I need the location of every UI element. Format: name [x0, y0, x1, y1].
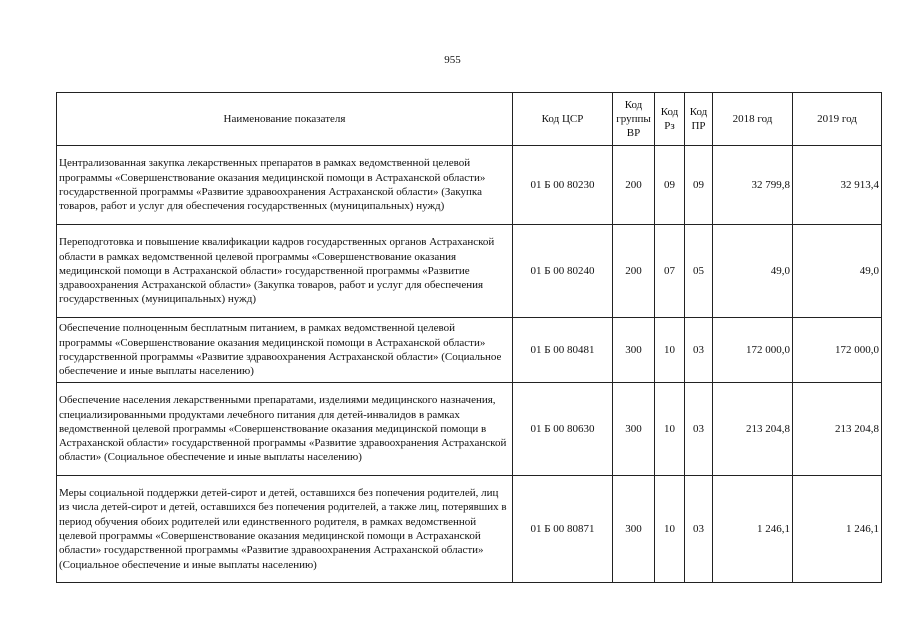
- amount-2018: 213 204,8: [713, 383, 793, 476]
- table-row: [57, 146, 882, 225]
- page-number: 955: [444, 54, 461, 66]
- csr-code: 01 Б 00 80871: [513, 476, 613, 583]
- table-row: [57, 383, 882, 476]
- header-name: Наименование показателя: [57, 93, 513, 146]
- header-row: [57, 93, 882, 146]
- amount-2018: 172 000,0: [713, 318, 793, 383]
- csr-code: 01 Б 00 80630: [513, 383, 613, 476]
- header-csr: Код ЦСР: [513, 93, 613, 146]
- header-pr: Код ПР: [685, 93, 713, 146]
- rz-code: 09: [655, 146, 685, 225]
- rz-code: 10: [655, 476, 685, 583]
- table-row: [57, 476, 882, 583]
- amount-2018: 49,0: [713, 225, 793, 318]
- amount-2019: 32 913,4: [793, 146, 882, 225]
- csr-code: 01 Б 00 80481: [513, 318, 613, 383]
- indicator-name: Централизованная закупка лекарственных препаратов в рамках ведомственной целевой программы «Совершенствование оказания медицинской помощи в Астраханской области» государственной программы «Развитие здравоохранения Астраханской области» (Закупка товаров, работ и услуг для обеспечения государственных (муниципальных) нужд): [57, 146, 513, 225]
- budget-table: [56, 92, 882, 583]
- header-vr: Код группы ВР: [613, 93, 655, 146]
- table-row: [57, 318, 882, 383]
- indicator-name: Обеспечение полноценным бесплатным питанием, в рамках ведомственной целевой программы «Совершенствование оказания медицинской помощи в Астраханской области» государственной программы «Развитие здравоохранения Астраханской области» (Социальное обеспечение и иные выплаты населению): [57, 318, 513, 383]
- vr-code: 300: [613, 318, 655, 383]
- pr-code: 05: [685, 225, 713, 318]
- csr-code: 01 Б 00 80240: [513, 225, 613, 318]
- vr-code: 300: [613, 476, 655, 583]
- pr-code: 03: [685, 476, 713, 583]
- vr-code: 300: [613, 383, 655, 476]
- vr-code: 200: [613, 146, 655, 225]
- header-rz: Код Рз: [655, 93, 685, 146]
- amount-2019: 213 204,8: [793, 383, 882, 476]
- rz-code: 10: [655, 383, 685, 476]
- amount-2019: 49,0: [793, 225, 882, 318]
- indicator-name: Обеспечение населения лекарственными препаратами, изделиями медицинского назначения, специализированными продуктами лечебного питания для детей-инвалидов в рамках ведомственной целевой программы «Совершенствование оказания медицинской помощи в Астраханской области» государственной программы «Развитие здравоохранения Астраханской области» (Социальное обеспечение и иные выплаты населению): [57, 383, 513, 476]
- header-2019: 2019 год: [793, 93, 882, 146]
- rz-code: 10: [655, 318, 685, 383]
- indicator-name: Переподготовка и повышение квалификации кадров государственных органов Астраханской области в рамках ведомственной целевой программы «Совершенствование оказания медицинской помощи в Астраханской области» государственной программы «Развитие здравоохранения Астраханской области» (Закупка товаров, работ и услуг для обеспечения государственных (муниципальных) нужд): [57, 225, 513, 318]
- amount-2018: 1 246,1: [713, 476, 793, 583]
- pr-code: 03: [685, 318, 713, 383]
- header-2018: 2018 год: [713, 93, 793, 146]
- amount-2019: 1 246,1: [793, 476, 882, 583]
- rz-code: 07: [655, 225, 685, 318]
- pr-code: 03: [685, 383, 713, 476]
- vr-code: 200: [613, 225, 655, 318]
- indicator-name: Меры социальной поддержки детей-сирот и детей, оставшихся без попечения родителей, лиц из числа детей-сирот и детей, оставшихся без попечения родителей, а также лиц, потерявших в период обучения обоих родителей или единственного родителя, в рамках ведомственной целевой программы «Совершенствование оказания медицинской помощи в Астраханской области» государственной программы «Развитие здравоохранения Астраханской области» (Социальное обеспечение и иные выплаты населению): [57, 476, 513, 583]
- csr-code: 01 Б 00 80230: [513, 146, 613, 225]
- amount-2019: 172 000,0: [793, 318, 882, 383]
- amount-2018: 32 799,8: [713, 146, 793, 225]
- table-row: [57, 225, 882, 318]
- pr-code: 09: [685, 146, 713, 225]
